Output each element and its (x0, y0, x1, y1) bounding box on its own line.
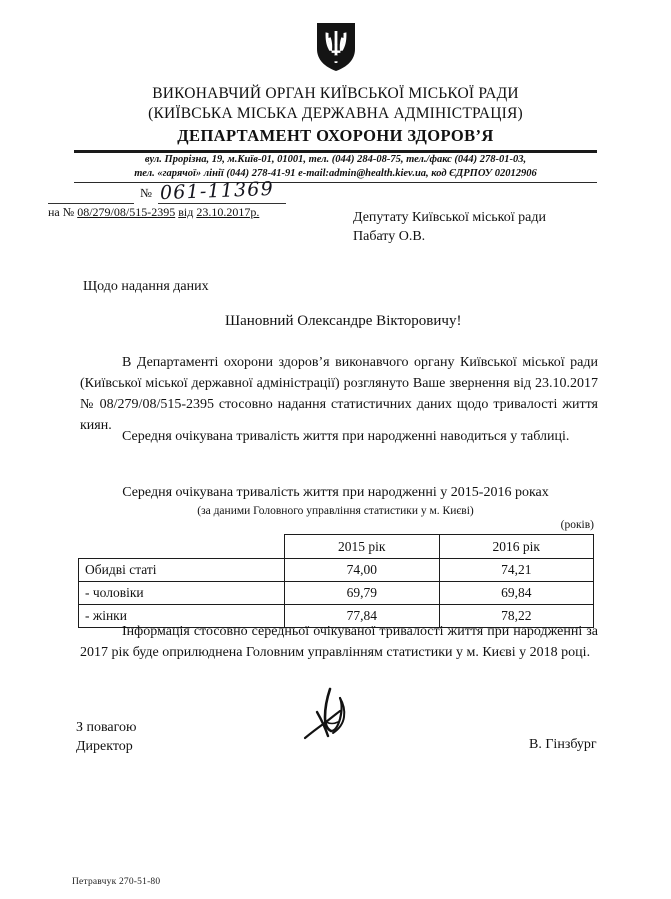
body-paragraph-1: В Департаменті охорони здоров’я виконавчого органу Київської міської ради (Київської міської державної адміністрації) розглянуто Ваше звернення від 23.10.2017 № 08/279/08/515-2395 стосовно надання статистичних даних щодо тривалості життя киян. (80, 355, 598, 433)
date-blank-underline (48, 203, 134, 204)
incoming-date-label: від (178, 205, 194, 219)
table-header (79, 535, 594, 559)
row-label-men: - чоловіки (79, 582, 285, 605)
incoming-date: 23.10.2017р. (196, 205, 260, 219)
addressee-line-2: Пабату О.В. (353, 229, 426, 244)
letterhead (0, 84, 671, 147)
table-header-row (79, 535, 594, 559)
table-header-2016: 2016 рік (439, 535, 594, 559)
ukrainian-trident-coat-of-arms-icon (315, 22, 357, 72)
emblem-container (0, 22, 671, 72)
cell-both-sexes-2016: 74,21 (439, 559, 594, 582)
handwritten-signature-icon (297, 686, 367, 748)
row-label-women: - жінки (79, 605, 285, 628)
cell-both-sexes-2015: 74,00 (285, 559, 440, 582)
number-symbol: № (140, 186, 152, 200)
incoming-number: 08/279/08/515-2395 (77, 205, 176, 219)
table-title: Середня очікувана тривалість життя при народженні у 2015-2016 роках (122, 485, 549, 500)
table-subtitle: (за даними Головного управління статистики у м. Києві) (197, 505, 474, 517)
cell-women-2016: 78,22 (439, 605, 594, 628)
row-label-both-sexes: Обидві статі (79, 559, 285, 582)
contact-line-2: тел. «гарячої» лінії (044) 278-41-91 e-mail:admin@health.kiev.ua, код ЄДРПОУ 02012906 (134, 168, 537, 179)
salutation: Шановний Олександре Вікторовичу! (225, 313, 462, 329)
contact-details (0, 153, 671, 181)
incoming-prefix: на № (48, 205, 75, 219)
table-row (79, 582, 594, 605)
organization-line-1: ВИКОНАВЧИЙ ОРГАН КИЇВСЬКОЇ МІСЬКОЇ РАДИ (152, 85, 519, 102)
life-expectancy-table (78, 534, 594, 628)
table-header-2015: 2015 рік (285, 535, 440, 559)
reference-block (48, 177, 378, 219)
signer-name: В. Гінзбург (529, 737, 597, 752)
body-paragraph-3: Інформація стосовно середньої очікуваної тривалості життя при народженні за 2017 рік буде оприлюднена Головним управлінням статистики у м. Києві у 2018 році. (80, 624, 598, 660)
executor-footer: Петравчук 270-51-80 (72, 877, 161, 887)
table-units-label: (років) (560, 519, 594, 531)
body-paragraph-2: Середня очікувана тривалість життя при народженні наводиться у таблиці. (122, 429, 570, 444)
closing-phrase: З повагою (76, 720, 137, 735)
outgoing-reference-row (48, 177, 378, 205)
table-row (79, 559, 594, 582)
cell-women-2015: 77,84 (285, 605, 440, 628)
outgoing-number-underline (158, 203, 286, 204)
department-name: ДЕПАРТАМЕНТ ОХОРОНИ ЗДОРОВ’Я (177, 126, 494, 145)
signature-block-left (76, 718, 137, 756)
addressee-line-1: Депутату Київської міської ради (353, 210, 546, 225)
contact-line-1: вул. Прорізна, 19, м.Київ-01, 01001, тел. (044) 284-08-75, тел./факс (044) 278-01-03, (144, 154, 527, 165)
table-body (79, 559, 594, 628)
signer-position: Директор (76, 739, 133, 754)
table-header-blank (79, 535, 285, 559)
organization-line-2: (КИЇВСЬКА МІСЬКА ДЕРЖАВНА АДМІНІСТРАЦІЯ) (148, 105, 523, 122)
addressee-block (353, 208, 546, 246)
cell-men-2015: 69,79 (285, 582, 440, 605)
incoming-reference-row (48, 205, 259, 220)
cell-men-2016: 69,84 (439, 582, 594, 605)
outgoing-number-handwritten: 061-11369 (159, 177, 275, 205)
subject-line: Щодо надання даних (83, 279, 209, 294)
